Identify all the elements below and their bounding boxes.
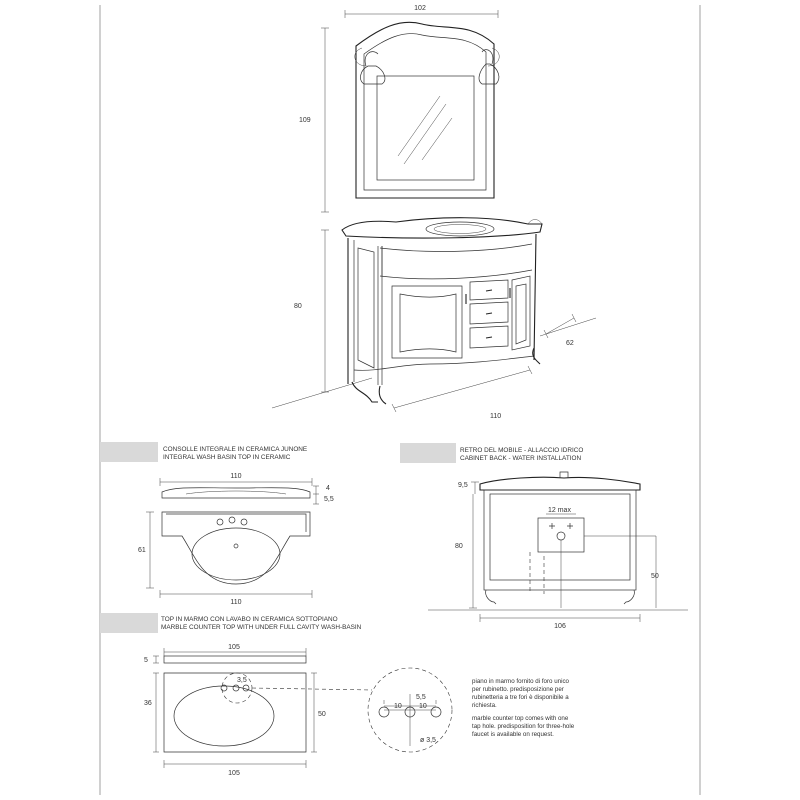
note-it-line-4: richiesta. xyxy=(472,702,497,709)
floor-line-right xyxy=(540,318,596,336)
back-caption-it: RETRO DEL MOBILE - ALLACCIO IDRICO xyxy=(460,447,584,454)
marble-caption-it: TOP IN MARMO CON LAVABO IN CERAMICA SOTTOPIANO xyxy=(161,616,338,623)
cutout-width-label: 12 max xyxy=(548,507,571,514)
integral-thickness-a-label: 4 xyxy=(326,485,330,492)
integral-top-caption xyxy=(100,442,307,462)
detail-spacing-c-label: 5,5 xyxy=(416,694,426,701)
integral-top-profile xyxy=(160,473,334,504)
cabinet-back-caption xyxy=(400,443,583,463)
marble-top-plan xyxy=(144,673,372,777)
cabinet-back-view xyxy=(428,472,688,630)
note-en-line-2: tap hole. predisposition for three-hole xyxy=(472,723,575,730)
cabinet-height-label: 80 xyxy=(294,303,302,310)
floor-line-left xyxy=(272,378,372,408)
cabinet-height-dimension xyxy=(294,230,329,392)
note-it-line-2: per rubinetto. predisposizione per xyxy=(472,686,564,693)
marble-thickness-label: 5 xyxy=(144,657,148,664)
back-height-label: 80 xyxy=(455,543,463,550)
mirror-height-dimension xyxy=(299,28,329,212)
note-en-line-3: faucet is available on request. xyxy=(472,731,554,738)
detail-spacing-b-label: 10 xyxy=(419,703,427,710)
marble-width-top-label: 105 xyxy=(228,644,240,651)
cabinet-width-dimension xyxy=(392,366,532,420)
detail-spacing-a-label: 10 xyxy=(394,703,402,710)
vanity-cabinet xyxy=(348,234,540,404)
detail-hole-diameter-label: ø 3,5 xyxy=(420,737,436,744)
mirror xyxy=(355,22,499,198)
mirror-height-label: 109 xyxy=(299,117,311,124)
integral-caption-it: CONSOLLE INTEGRALE IN CERAMICA JUNONE xyxy=(163,446,308,453)
marble-top-profile xyxy=(144,644,306,664)
marble-depth-left-label: 36 xyxy=(144,700,152,707)
marble-top-caption xyxy=(100,613,362,633)
integral-depth-label: 61 xyxy=(138,547,146,554)
main-furniture-view xyxy=(272,5,596,420)
note-en-line-1: marble counter top comes with one xyxy=(472,715,569,722)
back-pipe-height-label: 50 xyxy=(651,573,659,580)
back-top-height-label: 9,5 xyxy=(458,482,468,489)
marble-caption-en: MARBLE COUNTER TOP WITH UNDER FULL CAVITY WASH-BASIN xyxy=(161,624,362,631)
integral-caption-en: INTEGRAL WASH BASIN TOP IN CERAMIC xyxy=(163,454,291,461)
tap-hole-detail xyxy=(368,668,452,752)
marble-depth-right-label: 50 xyxy=(318,711,326,718)
lamp-right xyxy=(479,50,499,84)
mirror-width-dimension xyxy=(345,5,498,18)
integral-width-top-label: 110 xyxy=(230,473,242,480)
notes-block xyxy=(472,678,575,738)
mirror-width-label: 102 xyxy=(414,5,426,12)
cabinet-width-label: 110 xyxy=(490,413,502,420)
note-it-line-1: piano in marmo fornito di foro unico xyxy=(472,678,569,685)
integral-top-plan xyxy=(138,512,312,606)
vanity-top xyxy=(342,218,542,238)
cabinet-depth-dimension xyxy=(544,314,576,347)
hole-spacing-small-label: 3,5 xyxy=(237,677,247,684)
back-caption-en: CABINET BACK - WATER INSTALLATION xyxy=(460,455,582,462)
cabinet-depth-label: 62 xyxy=(566,340,574,347)
back-width-label: 106 xyxy=(554,623,566,630)
integral-thickness-b-label: 5,5 xyxy=(324,496,334,503)
note-it-line-3: rubinetteria a tre fori è disponibile a xyxy=(472,694,569,701)
marble-width-bottom-label: 105 xyxy=(228,770,240,777)
integral-width-bottom-label: 110 xyxy=(230,599,242,606)
